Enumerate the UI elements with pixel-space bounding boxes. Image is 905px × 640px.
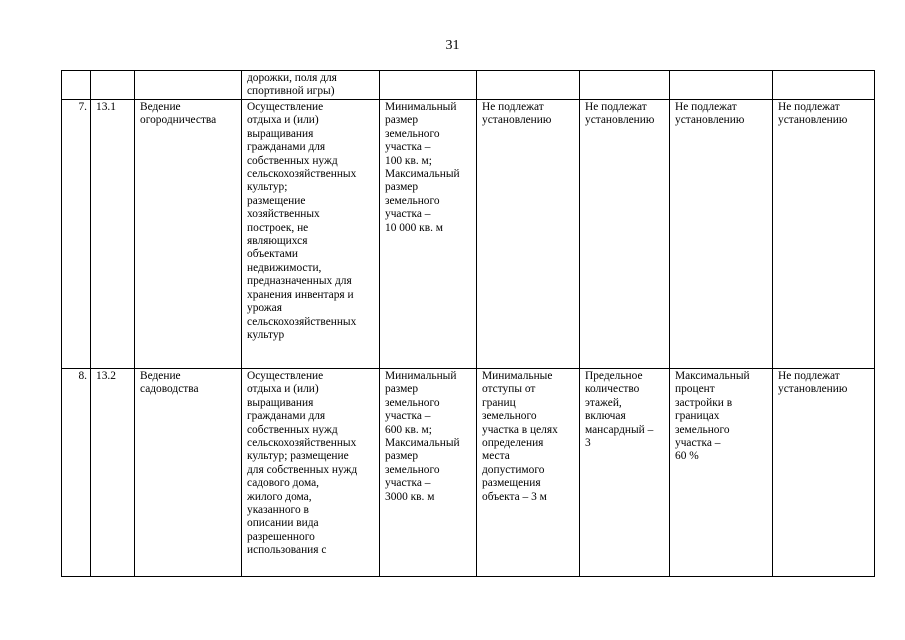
cell-description: дорожки, поля для спортивной игры): [242, 71, 380, 100]
cell-coverage: [670, 71, 773, 100]
cell-use-name: Ведение огородничества: [135, 100, 242, 369]
cell-other: Не подлежат установлению: [773, 369, 875, 577]
cell-description: Осуществление отдыха и (или) выращивания гражданами для собственных нужд сельскохозяйственных культур; размещение для собственных нужд садового дома, жилого дома, указанного в описании вида разрешенного использования с: [242, 369, 380, 577]
cell-index: [62, 71, 91, 100]
cell-floors: [580, 71, 670, 100]
cell-plot-size: Минимальный размер земельного участка – 600 кв. м; Максимальный размер земельного участка – 3000 кв. м: [380, 369, 477, 577]
cell-code: 13.2: [91, 369, 135, 577]
cell-index: 8.: [62, 369, 91, 577]
cell-code: [91, 71, 135, 100]
cell-setbacks: Не подлежат установлению: [477, 100, 580, 369]
table-row: [62, 100, 875, 369]
zoning-table: [61, 70, 875, 577]
cell-code: 13.1: [91, 100, 135, 369]
cell-other: Не подлежат установлению: [773, 100, 875, 369]
cell-plot-size: Минимальный размер земельного участка – 100 кв. м; Максимальный размер земельного участка – 10 000 кв. м: [380, 100, 477, 369]
cell-floors: Предельное количество этажей, включая мансардный – 3: [580, 369, 670, 577]
cell-index: 7.: [62, 100, 91, 369]
table-row: [62, 369, 875, 577]
cell-use-name: Ведение садоводства: [135, 369, 242, 577]
cell-use-name: [135, 71, 242, 100]
cell-other: [773, 71, 875, 100]
cell-coverage: Не подлежат установлению: [670, 100, 773, 369]
cell-coverage: Максимальный процент застройки в границах земельного участка – 60 %: [670, 369, 773, 577]
cell-floors: Не подлежат установлению: [580, 100, 670, 369]
table-row-continuation: [62, 71, 875, 100]
cell-description: Осуществление отдыха и (или) выращивания гражданами для собственных нужд сельскохозяйственных культур; размещение хозяйственных построек, не являющихся объектами недвижимости, предназначенных для хранения инвентаря и урожая сельскохозяйственных культур: [242, 100, 380, 369]
page-number: 31: [445, 38, 460, 53]
cell-plot-size: [380, 71, 477, 100]
cell-setbacks: Минимальные отступы от границ земельного участка в целях определения места допустимого размещения объекта – 3 м: [477, 369, 580, 577]
cell-setbacks: [477, 71, 580, 100]
